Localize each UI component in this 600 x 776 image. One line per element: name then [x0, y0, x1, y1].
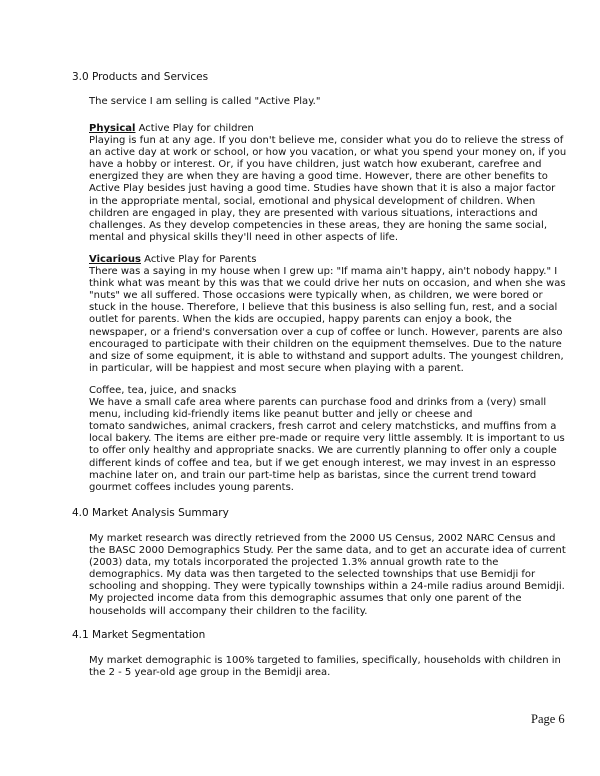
page-number: Page 6: [531, 712, 565, 726]
physical-play-block: Physical Active Play for children Playing is fun at any age. If you don't believe me, consider what you do to relieve the stress of an active day at work or school, or how you vacation, or what you spend your money on, if you have a hobby or interest. Or, if you have children, just watch how exuberant, carefree and energized they are when they are having a good time. However, there are other benefits to Active Play besides just having a good time. Studies have shown that it is also a major factor in the appropriate mental, social, emotional and physical development of children. When children are engaged in play, they are presented with various situations, interactions and challenges. As they develop competencies in these areas, they are honing the same social, mental and physical skills they'll need in other aspects of life.: [89, 123, 569, 244]
coffee-snacks-title: Coffee, tea, juice, and snacks: [89, 385, 237, 396]
coffee-snacks-block: Coffee, tea, juice, and snacks We have a small cafe area where parents can purchase food and drinks from a (very) small menu, including kid-friendly items like peanut butter and jelly or cheese and tomato sandwiches, animal crackers, fresh carrot and celery matchsticks, and muffins from a local bakery. The items are either pre-made or require very little assembly. It is important to us to offer only healthy and appropriate snacks. We are currently planning to offer only a couple different kinds of coffee and tea, but if we get enough interest, we may invest in an espresso machine later on, and train our part-time help as baristas, since the current trend toward gourmet coffees includes young parents.: [89, 385, 569, 494]
market-analysis-paragraph: My market research was directly retrieved from the 2000 US Census, 2002 NARC Census and the BASC 2000 Demographics Study. Per the same data, and to get an accurate idea of current (2003) data, my totals incorporated the projected 1.3% annual growth rate to the demographics. My data was then targeted to the selected townships that use Bemidji for schooling and shopping. They were typically townships within a 24-mile radius around Bemidji. My projected income data from this demographic assumes that only one parent of the households will accompany their children to the facility.: [89, 533, 566, 617]
section-heading-market-analysis: 4.0 Market Analysis Summary: [72, 507, 229, 519]
physical-play-title: Physical Active Play for children: [89, 123, 254, 134]
service-intro: The service I am selling is called "Active Play.": [89, 96, 321, 107]
market-segmentation-paragraph: My market demographic is 100% targeted to families, specifically, households with children in the 2 - 5 year-old age group in the Bemidji area.: [89, 655, 561, 679]
section-heading-products-services: 3.0 Products and Services: [72, 71, 209, 83]
section-heading-market-segmentation: 4.1 Market Segmentation: [72, 629, 206, 641]
vicarious-play-block: Vicarious Active Play for Parents There was a saying in my house when I grew up: "If mama ain't happy, ain't nobody happy." I think what was meant by this was that we could drive her nuts on occasion, and when she was "nuts" we all suffered. Those occasions were typically when, as children, we were bored or stuck in the house. Therefore, I believe that this business is also selling fun, rest, and a social outlet for parents. When the kids are occupied, happy parents can enjoy a book, the newspaper, or a friend's conversation over a cup of coffee or lunch. However, parents are also encouraged to participate with their children on the equipment themselves. Due to the nature and size of some equipment, it is able to withstand and support adults. The youngest children, in particular, will be happiest and most secure when playing with a parent.: [89, 254, 569, 375]
vicarious-play-title: Vicarious Active Play for Parents: [89, 254, 257, 265]
